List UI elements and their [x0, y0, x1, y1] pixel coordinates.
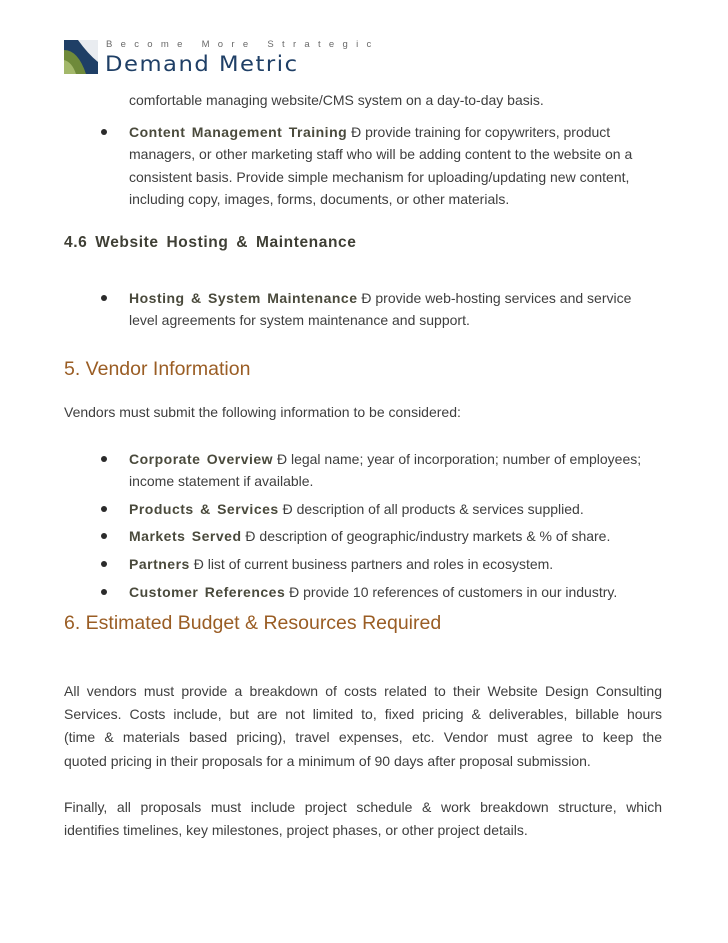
logo-brand-name: Demand Metric	[105, 52, 299, 76]
bullet-text-line: including copy, images, forms, documents, or other materials.	[129, 191, 510, 208]
bullet-text-line: Ð description of geographic/industry markets & % of share.	[245, 528, 611, 544]
bullet-icon	[101, 506, 107, 512]
bullet-text-line: managers, or other marketing staff who will be adding content to the website on a	[129, 146, 633, 163]
bullet-icon	[101, 129, 107, 135]
paragraph-line: All vendors must provide a breakdown of costs related to their Website Design Consulting	[64, 683, 662, 699]
intro-continuation: comfortable managing website/CMS system on a day-to-day basis.	[129, 92, 544, 108]
bullet-text-line: income statement if available.	[129, 473, 314, 490]
bullet-text-line: Ð list of current business partners and roles in ecosystem.	[193, 556, 554, 572]
logo-tagline: Become More Strategic	[106, 39, 380, 50]
paragraph-line: (time & materials based pricing), travel expenses, etc. Vendor must agree to keep the	[64, 729, 662, 746]
paragraph-line: quoted pricing in their proposals for a minimum of 90 days after proposal submission.	[64, 752, 591, 769]
bullet-icon	[101, 589, 107, 595]
section-heading-5: 5. Vendor Information	[64, 358, 251, 380]
bullet-text-line: consistent basis. Provide simple mechanism for uploading/updating new content,	[129, 168, 630, 185]
bullet-term: Corporate Overview	[129, 451, 274, 467]
bullet-term: Content Management Training	[129, 124, 348, 140]
bullet-text-line: Ð provide training for copywriters, product	[351, 124, 611, 140]
bullet-text-line: level agreements for system maintenance and support.	[129, 312, 470, 329]
section-heading-4-6: 4.6 Website Hosting & Maintenance	[64, 234, 357, 251]
bullet-term: Partners	[129, 556, 190, 572]
bullet-icon	[101, 561, 107, 567]
demand-metric-logo	[64, 38, 380, 78]
bullet-text-line: Ð description of all products & services supplied.	[282, 501, 584, 517]
bullet-icon	[101, 456, 107, 462]
bullet-text-line: Ð provide web-hosting services and service	[361, 290, 632, 306]
bullet-text-line: Ð legal name; year of incorporation; number of employees;	[276, 451, 642, 467]
bullet-icon	[101, 295, 107, 301]
paragraph-line: Services. Costs include, but are not limited to, fixed pricing & deliverables, billable hours	[64, 706, 662, 723]
bullet-term: Markets Served	[129, 528, 242, 544]
bullet-term: Products & Services	[129, 501, 279, 517]
bullet-term: Customer References	[129, 584, 286, 600]
bullet-icon	[101, 533, 107, 539]
bullet-text-line: Ð provide 10 references of customers in our industry.	[289, 584, 618, 600]
paragraph-line: Finally, all proposals must include project schedule & work breakdown structure, which	[64, 799, 662, 815]
section-6-paragraph	[64, 796, 662, 842]
logo-mark-icon	[64, 40, 98, 74]
bullet-term: Hosting & System Maintenance	[129, 290, 358, 306]
section-5-intro: Vendors must submit the following information to be considered:	[64, 404, 461, 420]
section-6-paragraph	[64, 680, 662, 773]
paragraph-line: identifies timelines, key milestones, project phases, or other project details.	[64, 822, 528, 839]
section-heading-6: 6. Estimated Budget & Resources Required	[64, 612, 442, 634]
